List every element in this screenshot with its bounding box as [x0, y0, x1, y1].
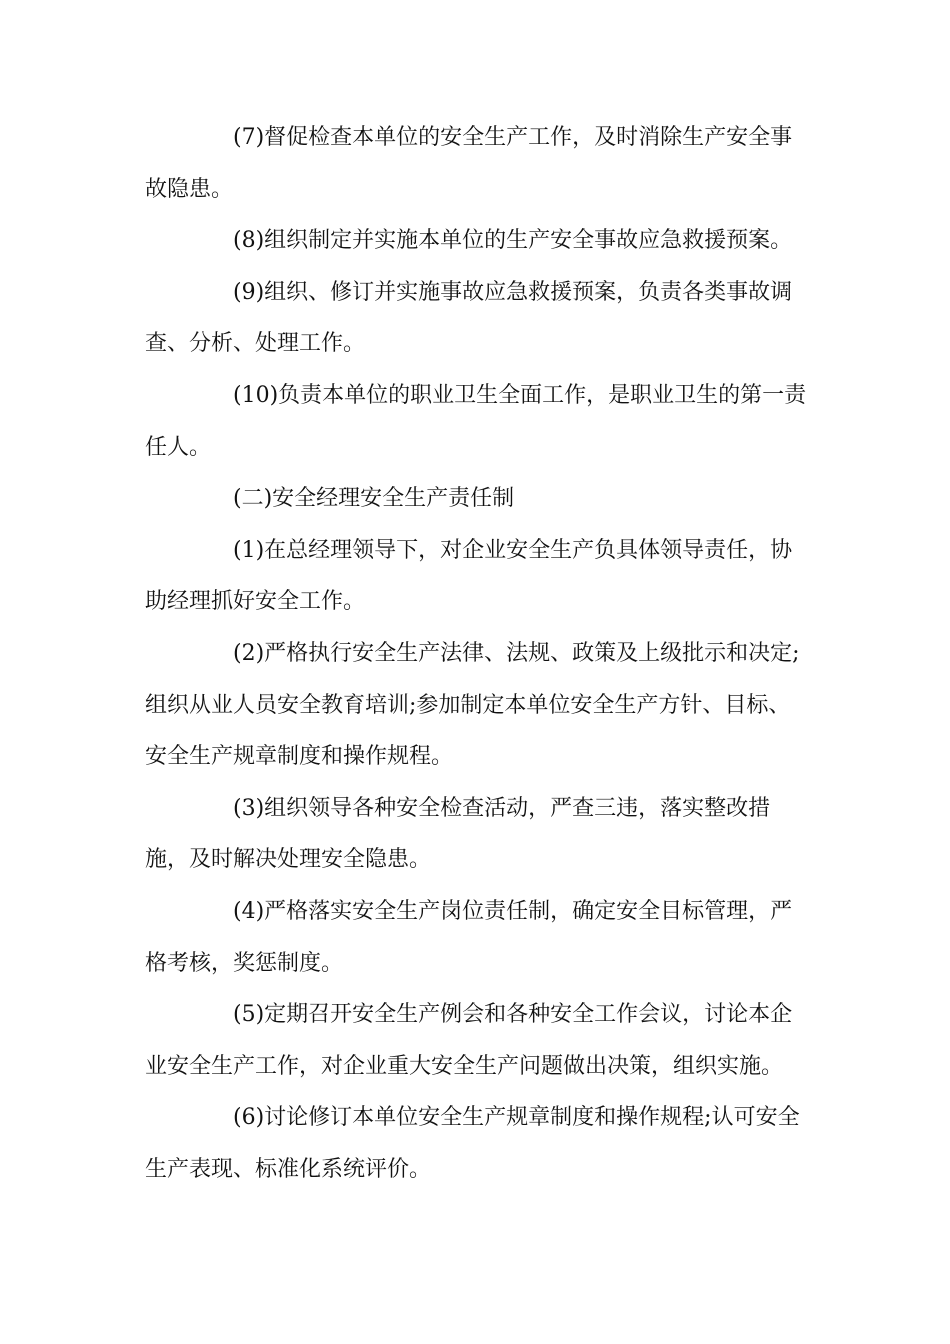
- paragraph-line: (3)组织领导各种安全检查活动，严查三违，落实整改措: [233, 795, 771, 821]
- paragraph-line: (1)在总经理领导下，对企业安全生产负具体领导责任，协: [233, 537, 793, 563]
- paragraph-2: [145, 628, 810, 783]
- paragraph-1: [145, 525, 810, 628]
- paragraph-10: [145, 370, 810, 473]
- paragraph-line: 格考核，奖惩制度。: [145, 950, 344, 976]
- document-body: [145, 112, 810, 1195]
- paragraph-line: (7)督促检查本单位的安全生产工作，及时消除生产安全事: [233, 125, 793, 150]
- paragraph-line: (2)严格执行安全生产法律、法规、政策及上级批示和决定;: [233, 640, 800, 666]
- paragraph-line: 安全生产规章制度和操作规程。: [145, 744, 454, 770]
- paragraph-4: [145, 886, 810, 989]
- paragraph-line: (9)组织、修订并实施事故应急救援预案，负责各类事故调: [233, 279, 793, 305]
- section-heading-text: (二)安全经理安全生产责任制: [233, 486, 515, 512]
- paragraph-line: 业安全生产工作，对企业重大安全生产问题做出决策，组织实施。: [145, 1053, 784, 1079]
- section-heading: [145, 473, 810, 525]
- paragraph-line: (10)负责本单位的职业卫生全面工作，是职业卫生的第一责: [233, 382, 807, 408]
- paragraph-line: (8)组织制定并实施本单位的生产安全事故应急救援预案。: [233, 228, 793, 254]
- paragraph-line: 查、分析、处理工作。: [145, 331, 366, 357]
- paragraph-line: 故隐患。: [145, 176, 234, 202]
- paragraph-line: 施，及时解决处理安全隐患。: [145, 847, 432, 873]
- paragraph-line: 任人。: [145, 434, 212, 460]
- paragraph-line: 组织从业人员安全教育培训;参加制定本单位安全生产方针、目标、: [145, 692, 791, 718]
- paragraph-9: [145, 267, 810, 370]
- paragraph-6: [145, 1092, 810, 1195]
- paragraph-7: [145, 112, 810, 215]
- paragraph-line: (6)讨论修订本单位安全生产规章制度和操作规程;认可安全: [233, 1105, 800, 1131]
- paragraph-5: [145, 989, 810, 1092]
- paragraph-line: 生产表现、标准化系统评价。: [145, 1156, 432, 1182]
- paragraph-line: (5)定期召开安全生产例会和各种安全工作会议，讨论本企: [233, 1002, 793, 1028]
- paragraph-8: [145, 215, 810, 267]
- paragraph-line: (4)严格落实安全生产岗位责任制，确定安全目标管理，严: [233, 898, 793, 924]
- paragraph-3: [145, 783, 810, 886]
- paragraph-line: 助经理抓好安全工作。: [145, 589, 366, 615]
